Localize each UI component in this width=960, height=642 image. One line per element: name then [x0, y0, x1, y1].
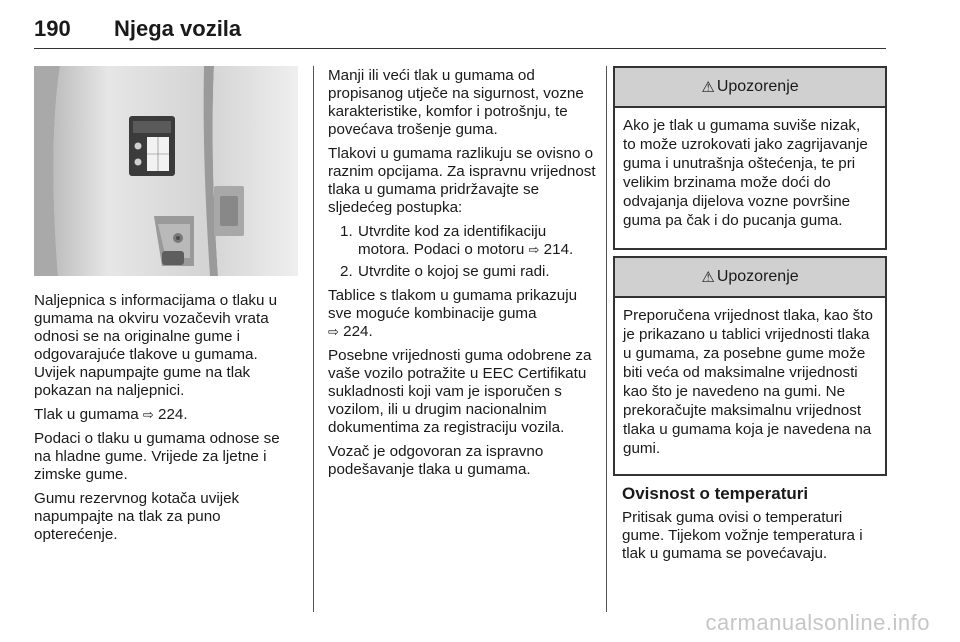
warning-box: [613, 66, 887, 250]
paragraph: Podaci o tlaku u gumama odnose se na hladne gume. Vrijede za ljetne i zimske gume.: [34, 430, 280, 483]
page-link[interactable]: 224.: [343, 323, 373, 340]
paragraph: Gumu rezervnog kotača uvijek napumpajte na tlak za puno opterećenje.: [34, 490, 240, 543]
page-header: [34, 8, 886, 49]
column-divider: [606, 66, 607, 612]
paragraph: Pritisak guma ovisi o temperaturi gume. Tijekom vožnje temperatura i tlak u gumama se povećavaju.: [622, 509, 863, 562]
arrow-ref-icon: ⇨: [528, 242, 540, 257]
warning-text: Ako je tlak u gumama suviše nizak, to može uzrokovati jako zagrijavanje guma i unutrašnja oštećenja, te pri velikim brzinama može doći do odvajanja dijelova vozne površine guma pa čak i do pucanja guma.: [623, 117, 868, 229]
warning-icon: ⚠: [701, 269, 715, 286]
steps-list: [328, 223, 598, 281]
paragraph: Tlakovi u gumama razlikuju se ovisno o raznim opcijama. Za ispravnu vrijednost tlaka u gumama pridržavajte se sljedećeg postupka:: [328, 145, 596, 216]
column-divider: [313, 66, 314, 612]
list-item: 1. Utvrdite kod za identifikaciju motora. Podaci o motoru ⇨ 214.: [340, 223, 574, 258]
page-link[interactable]: 224.: [158, 406, 188, 423]
column-3: [622, 485, 886, 569]
warning-title: Upozorenje: [716, 78, 799, 95]
section-heading: Ovisnost o temperaturi: [622, 484, 809, 503]
arrow-ref-icon: ⇨: [328, 324, 339, 339]
arrow-ref-icon: ⇨: [142, 407, 154, 422]
warning-icon: ⚠: [701, 79, 715, 96]
tyre-pressure-label-image: [34, 66, 298, 276]
warning-header: [615, 258, 885, 298]
paragraph: Vozač je odgovoran za ispravno podešavanje tlaka u gumama.: [328, 443, 544, 478]
watermark: carmanualsonline.info: [705, 610, 930, 635]
page-title: Njega vozila: [114, 16, 242, 41]
page-number: 190: [34, 16, 71, 41]
column-2: [328, 67, 598, 485]
image-caption: Naljepnica s informacijama o tlaku u gumama na okviru vozačevih vrata odnosi se na originalne gume i odgovarajuće tlakove u gumama. Uvijek napumpajte gume na tlak pokazan na naljepnici.: [34, 292, 278, 399]
paragraph: Posebne vrijednosti guma odobrene za vaše vozilo potražite u EEC Certifikatu sukladnosti koji vam je isporučen s vozilom, ili u drugim nacionalnim dokumentima za registraciju vozila.: [328, 347, 592, 436]
paragraph: Manji ili veći tlak u gumama od propisanog utječe na sigurnost, vozne karakteristike, komfor i potrošnju, te povećava trošenje guma.: [328, 67, 584, 138]
door-frame-photo: [34, 66, 298, 276]
paragraph: Tablice s tlakom u gumama prikazuju sve moguće kombinacije guma ⇨ 224.: [328, 287, 578, 340]
page-link[interactable]: 214.: [543, 241, 574, 258]
warning-header: [615, 68, 885, 108]
warning-box: [613, 256, 887, 476]
tyre-pressure-ref: Tlak u gumama ⇨ 224.: [34, 406, 188, 423]
column-1: [34, 292, 300, 550]
list-item: 2. Utvrdite o kojoj se gumi radi.: [340, 263, 550, 280]
warning-title: Upozorenje: [716, 268, 799, 285]
warning-text: Preporučena vrijednost tlaka, kao što je prikazano u tablici vrijednosti tlaka u gumama, za posebne gume može biti veća od maksimalne vrijednosti kao što je navedeno na gumi. Ne prekoračujte maksimalnu vrijednost tlaka u gumama koja je navedena na gumi.: [623, 307, 873, 457]
